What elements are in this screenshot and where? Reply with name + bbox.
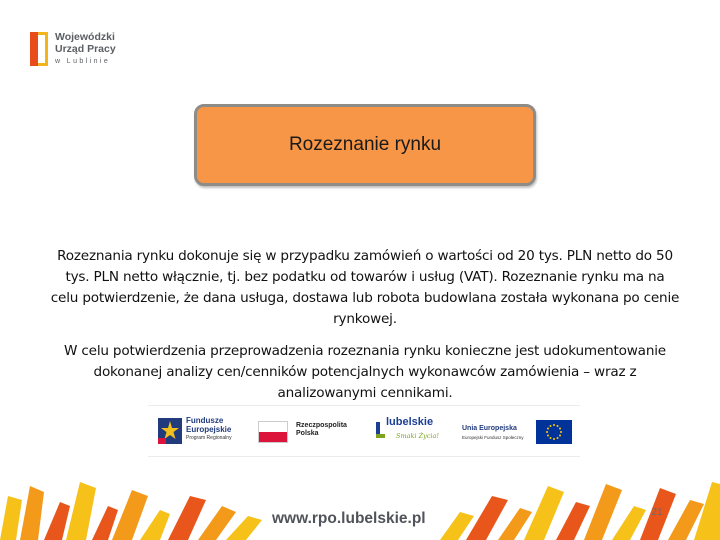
unia-europejska-logo bbox=[462, 418, 572, 448]
fundusze-europejskie-logo bbox=[158, 416, 238, 450]
footer-url: www.rpo.lubelskie.pl bbox=[272, 510, 426, 527]
wup-logo bbox=[26, 26, 126, 72]
rp-line-1: Rzeczpospolita bbox=[296, 422, 347, 429]
wup-logo-mark bbox=[30, 32, 50, 66]
logo-line-3: w Lublinie bbox=[55, 58, 111, 65]
slide-title: Rozeznanie rynku bbox=[288, 134, 442, 155]
lubelskie-slogan: Smaki Życia! bbox=[396, 432, 439, 440]
logo-line-2: Urząd Pracy bbox=[55, 43, 116, 55]
wup-logo-text bbox=[55, 31, 116, 68]
fe-sub: Program Regionalny bbox=[186, 435, 232, 441]
ue-line-1: Unia Europejska bbox=[462, 425, 517, 432]
fe-line-2: Europejskie bbox=[186, 425, 232, 434]
fe-line-1: Fundusze bbox=[186, 416, 224, 425]
fe-star-icon bbox=[158, 418, 182, 444]
ue-sub: Europejski Fundusz Społeczny bbox=[462, 435, 524, 440]
slide-title-box bbox=[194, 104, 536, 186]
polish-flag-icon bbox=[258, 421, 288, 443]
page-number: 21 bbox=[651, 507, 663, 518]
lubelskie-logo bbox=[374, 412, 444, 452]
logo-line-1: Wojewódzki bbox=[55, 31, 115, 43]
lubelskie-name: lubelskie bbox=[386, 416, 434, 428]
footer-decoration bbox=[0, 466, 720, 540]
rzeczpospolita-polska-logo bbox=[258, 418, 358, 448]
lubelskie-mark-icon bbox=[374, 422, 386, 440]
funding-logos-strip bbox=[148, 405, 580, 457]
eu-flag-icon bbox=[536, 420, 572, 444]
paragraph-1: Rozeznania rynku dokonuje się w przypadku zamówień o wartości od 20 tys. PLN netto do 50 tys. PLN netto włącznie, tj. bez podatku od towarów i usług (VAT). Rozeznanie rynku ma na celu potwierdzenie, że dana usługa, dostawa lub robota budowlana została wykonana po cenie rynkowej. bbox=[50, 248, 680, 327]
rp-line-2: Polska bbox=[296, 430, 319, 437]
paragraph-2: W celu potwierdzenia przeprowadzenia rozeznania rynku konieczne jest udokumentowanie dokonanej analizy cen/cenników potencjalnych wykonawców zamówienia – wraz z analizowanymi cennikami. bbox=[64, 343, 666, 401]
footer-band bbox=[0, 466, 720, 540]
